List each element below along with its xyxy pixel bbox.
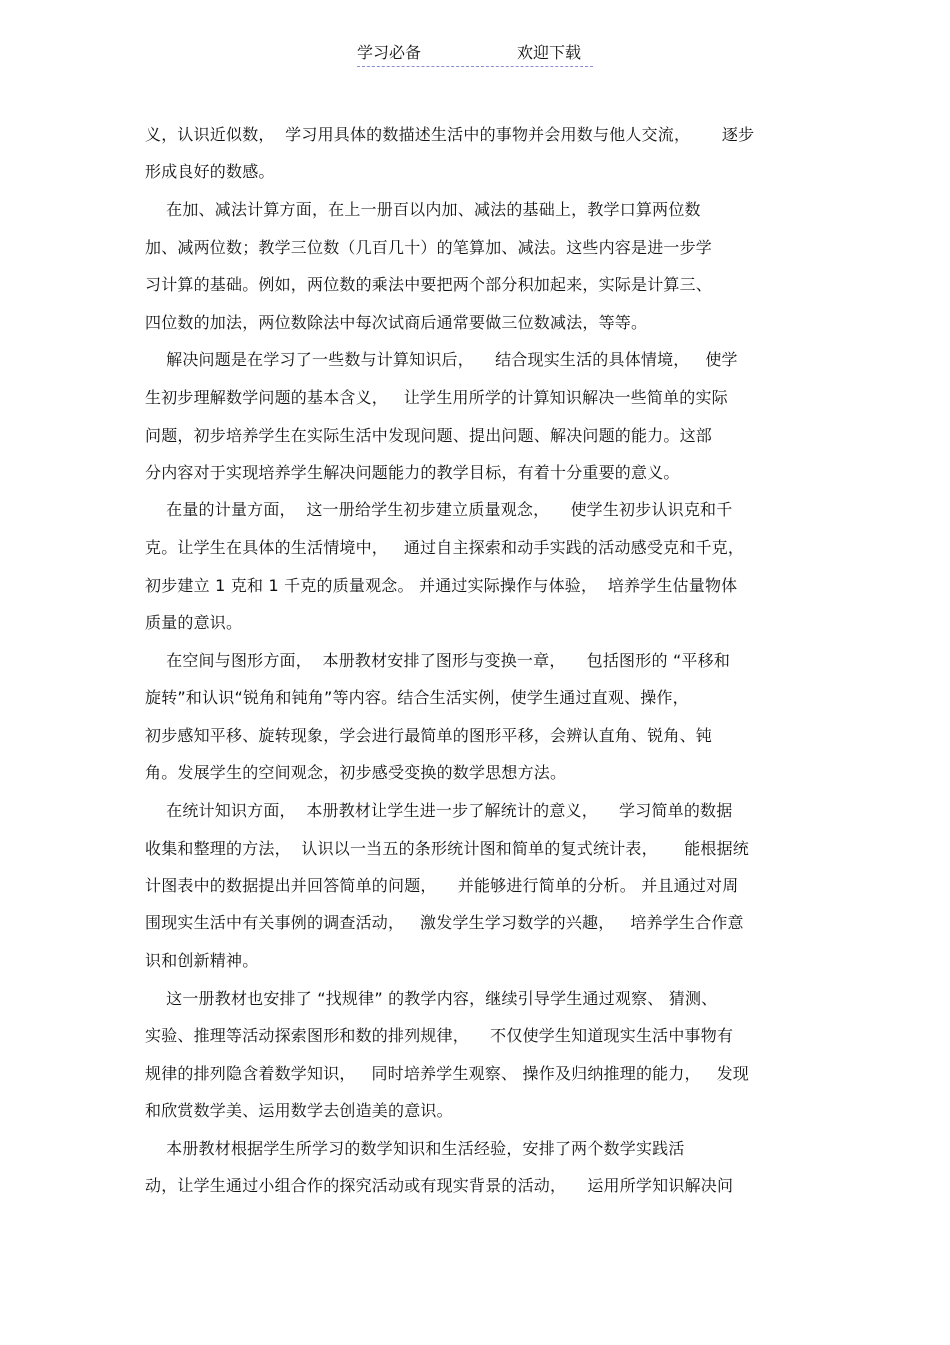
- text-line: 旋转”和认识“锐角和钝角”等内容。结合生活实例，使学生通过直观、操作，: [145, 688, 689, 707]
- text-line: 规律的排列隐含着数学知识， 同时培养学生观察、 操作及归纳推理的能力， 发现: [145, 1064, 750, 1083]
- text-line: 解决问题是在学习了一些数与计算知识后， 结合现实生活的具体情境， 使学: [145, 350, 738, 369]
- text-line: 这一册教材也安排了 “找规律” 的教学内容，继续引导学生通过观察、 猜测、: [145, 989, 718, 1008]
- text-line: 在空间与图形方面， 本册教材安排了图形与变换一章， 包括图形的 “平移和: [145, 651, 731, 670]
- text-line: 形成良好的数感。: [145, 162, 275, 181]
- text-line: 义，认识近似数， 学习用具体的数描述生活中的事物并会用数与他人交流， 逐步: [145, 125, 755, 144]
- text-line: 收集和整理的方法， 认识以一当五的条形统计图和简单的复式统计表， 能根据统: [145, 839, 750, 858]
- text-line: 识和创新精神。: [145, 951, 259, 970]
- header-right-text: 欢迎下载: [517, 43, 582, 62]
- text-line: 计图表中的数据提出并回答简单的问题， 并能够进行简单的分析。 并且通过对周: [145, 876, 739, 895]
- text-line: 四位数的加法，两位数除法中每次试商后通常要做三位数减法，等等。: [145, 313, 648, 332]
- text-line: 克。让学生在具体的生活情境中， 通过自主探索和动手实践的活动感受克和千克，: [145, 538, 745, 557]
- header-left-text: 学习必备: [357, 43, 422, 62]
- text-line: 本册教材根据学生所学习的数学知识和生活经验，安排了两个数学实践活: [145, 1139, 685, 1158]
- text-line: 在加、减法计算方面，在上一册百以内加、减法的基础上，教学口算两位数: [145, 200, 701, 219]
- page-header: [357, 42, 593, 67]
- text-line: 加、减两位数；教学三位数（几百几十）的笔算加、减法。这些内容是进一步学: [145, 238, 713, 257]
- text-line: 习计算的基础。例如，两位数的乘法中要把两个部分积加起来，实际是计算三、: [145, 275, 713, 294]
- text-line: 角。发展学生的空间观念，初步感受变换的数学思想方法。: [145, 763, 567, 782]
- text-line: 在量的计量方面， 这一册给学生初步建立质量观念， 使学生初步认识克和千: [145, 500, 733, 519]
- text-line: 围现实生活中有关事例的调查活动， 激发学生学习数学的兴趣， 培养学生合作意: [145, 913, 744, 932]
- text-line: 生初步理解数学问题的基本含义， 让学生用所学的计算知识解决一些简单的实际: [145, 388, 728, 407]
- text-line: 质量的意识。: [145, 613, 243, 632]
- text-line: 分内容对于实现培养学生解决问题能力的教学目标，有着十分重要的意义。: [145, 463, 680, 482]
- text-line: 问题，初步培养学生在实际生活中发现问题、提出问题、解决问题的能力。这部: [145, 426, 713, 445]
- text-line: 动，让学生通过小组合作的探究活动或有现实背景的活动， 运用所学知识解决问: [145, 1176, 734, 1195]
- text-line: 和欣赏数学美、运用数学去创造美的意识。: [145, 1101, 453, 1120]
- text-line: 初步感知平移、旋转现象，学会进行最简单的图形平移，会辨认直角、锐角、钝: [145, 726, 713, 745]
- text-line: 在统计知识方面， 本册教材让学生进一步了解统计的意义， 学习简单的数据: [145, 801, 733, 820]
- text-line: 实验、推理等活动探索图形和数的排列规律， 不仅使学生知道现实生活中事物有: [145, 1026, 734, 1045]
- text-line: 初步建立 1 克和 1 千克的质量观念。 并通过实际操作与体验， 培养学生估量物体: [145, 576, 738, 595]
